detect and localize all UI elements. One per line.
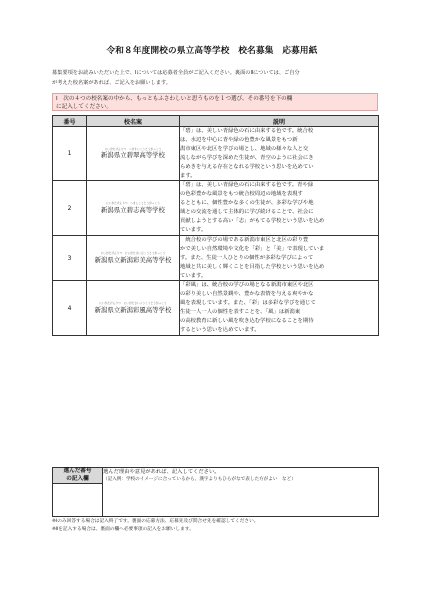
- instruction-line: Ⅰ 次の４つの校名案の中から、もっともふさわしいと思うものを１つ選び、その番号を下の欄: [56, 95, 293, 102]
- reason-field[interactable]: [103, 468, 379, 517]
- row-school-name: [87, 181, 180, 235]
- section-one-instruction: [52, 93, 378, 111]
- name-text: 新潟県立碧翠高等学校: [101, 151, 165, 160]
- description-line: 潟市東区や北区を学びの場とし、地域の様々な人と交: [180, 145, 309, 152]
- name-text: 新潟県立新潟彩風高等学校: [94, 305, 172, 314]
- table-row: [53, 127, 379, 181]
- description-line: 地域と共に美しく輝くことを目指した学校という思いを込め: [180, 263, 325, 270]
- description-line: 「碧」は、美しい青緑色の石に由来する色です。青や緑: [180, 182, 314, 189]
- description-line: 風を表現しています。また、「彩」は多彩な学びを通じて: [180, 300, 316, 307]
- description-line: らめきを与える存在となれる学校という思いを込めてい: [180, 163, 314, 170]
- intro-line: 募集要項をお読みいただいた上で、Ⅰについては応募者全員がご記入ください。裏面のⅡについては、ご自分: [52, 70, 300, 76]
- description-line: 域との交流を通して主体的に学び続けることで、社会に: [180, 209, 314, 216]
- table-header-row: [53, 116, 379, 127]
- footnotes: [52, 518, 382, 534]
- instruction-line: に記入してください。: [56, 103, 112, 110]
- name-reading: にいがたけんりつ へきしこうとうがっこう: [106, 202, 160, 206]
- label-line: 選んだ番号: [63, 468, 92, 474]
- row-school-name: [87, 235, 180, 281]
- footnote: ※Ⅰのみ回答する場合は記入終了です。裏面の応募方法、応募先及び問合せ先を確認してください。: [52, 519, 259, 524]
- name-reading: にいがたけんりつ にいがたさいびこうとうがっこう: [100, 252, 166, 256]
- description-line: 生徒一人一人の個性を表すことを、「風」は新潟東: [180, 309, 301, 316]
- reason-example: （記入例：学校のイメージに合っているから、漢字よりもひらがなで表した方がよい など）: [103, 477, 296, 482]
- description-line: するという思いを込めています。: [180, 326, 260, 333]
- description-line: 貢献しようとする高い「志」がもてる学校という思いを込め: [180, 218, 325, 225]
- page-title: 令和８年度開校の県立高等学校 校名募集 応募用紙: [106, 46, 318, 56]
- name-reading: にいがたけんりつ にいがたさいふうこうとうがっこう: [99, 302, 167, 306]
- header-description: 説明: [180, 116, 379, 127]
- selection-entry-table: [52, 467, 379, 517]
- name-text: 新潟県立碧志高等学校: [101, 205, 165, 214]
- row-number: 2: [53, 181, 87, 235]
- table-row: [53, 235, 379, 281]
- description-line: ます。: [180, 172, 196, 179]
- reason-prompt: 選んだ理由や意見があれば、記入してください。: [103, 469, 220, 475]
- intro-line: が考えた校名案があれば、ご記入をお願いします。: [52, 79, 171, 86]
- row-school-name: [87, 127, 180, 181]
- header-name: 校名案: [87, 116, 180, 127]
- table-row: [53, 181, 379, 235]
- description-line: の高校教育に新しい風を吹き込む学校になることを期待: [180, 318, 314, 325]
- intro-text: [52, 69, 382, 88]
- row-number: 1: [53, 127, 87, 181]
- row-number: 4: [53, 281, 87, 335]
- header-number: 番号: [53, 116, 87, 127]
- row-description: [180, 127, 379, 181]
- name-text: 新潟県立新潟彩美高等学校: [94, 255, 172, 264]
- label-line: の記入欄: [66, 475, 89, 482]
- description-line: 統合校の学びの場である新潟市東区と北区の彩り豊: [180, 236, 309, 243]
- footnote: ※Ⅱを記入する場合は、裏面の欄へ必要事項の記入をお願いします。: [52, 527, 194, 532]
- selected-number-field[interactable]: [53, 484, 103, 517]
- description-line: の彩り美しい自然景観や、豊かな表情を与える爽やかな: [180, 291, 314, 298]
- row-description: [180, 281, 379, 335]
- description-line: るとともに、個性豊かな多くの生徒が、多彩な学びや地: [180, 200, 314, 207]
- table-row: [53, 281, 379, 335]
- selected-number-label: [53, 468, 103, 484]
- description-line: かで美しい自然環境や文化を「彩」と「美」で表現していま: [180, 245, 325, 252]
- row-description: [180, 235, 379, 281]
- description-line: 流しながら学びを深めた生徒が、青空のように社会にき: [180, 154, 314, 161]
- description-line: ています。: [180, 272, 207, 279]
- name-reading: にいがたけんりつ へきすいこうとうがっこう: [104, 148, 162, 152]
- row-number: 3: [53, 235, 87, 281]
- description-line: 「碧」は、美しい青緑色の石に由来する色です。統合校: [180, 128, 314, 134]
- row-school-name: [87, 281, 180, 335]
- description-line: の色彩豊かな風景をもつ統合校周辺の地域を表現す: [180, 191, 303, 198]
- description-line: 「彩風」は、統合校の学びの場となる新潟市東区や北区: [180, 282, 314, 289]
- description-line: す。また、生徒一人ひとりの個性が多彩な学びによって: [180, 254, 314, 261]
- description-line: は、水辺を中心に青や緑の色豊かな風景をもつ新: [180, 136, 298, 143]
- row-description: [180, 181, 379, 235]
- school-name-candidates-table: [52, 115, 379, 336]
- description-line: ています。: [180, 226, 207, 233]
